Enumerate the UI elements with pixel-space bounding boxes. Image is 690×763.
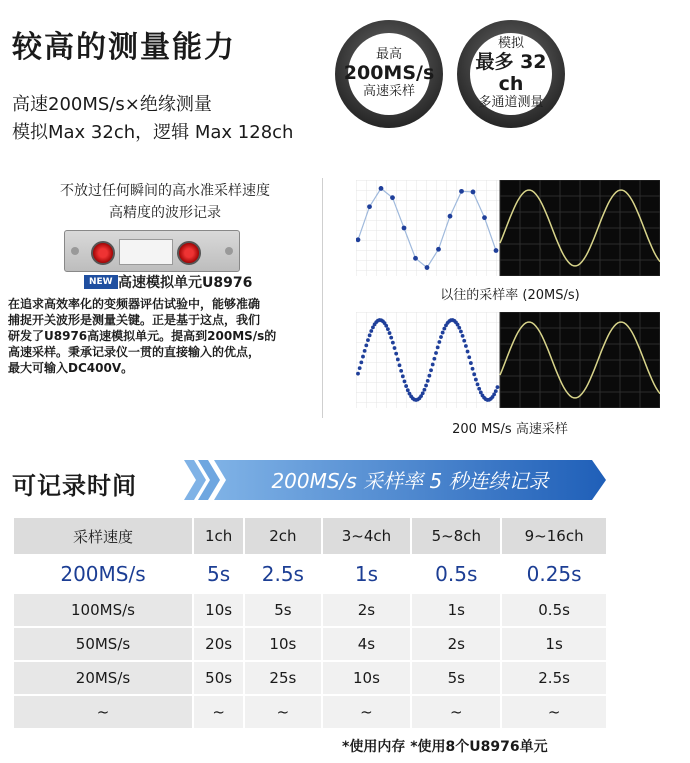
sample-dot [389, 336, 393, 340]
sample-dot [369, 329, 373, 333]
table-cell: 2.5s [501, 661, 606, 695]
table-cell: 0.5s [411, 555, 501, 593]
sample-dot [388, 331, 392, 335]
table-cell: 2.5s [244, 555, 321, 593]
table-header-cell: 9~16ch [501, 518, 606, 555]
sample-dot [494, 248, 499, 253]
sample-dot [361, 355, 365, 359]
grid-pattern [356, 312, 500, 408]
table-header-cell: 采样速度 [13, 518, 193, 555]
sample-dot [398, 363, 402, 367]
table-cell: 0.5s [501, 593, 606, 627]
sample-dot [401, 374, 405, 378]
sample-dot [457, 326, 461, 330]
sample-dot [466, 350, 470, 354]
description-line: 高速采样。秉承记录仪一贯的直接输入的优点， [8, 345, 261, 359]
sample-dot [432, 357, 436, 361]
badge-sampling-line1: 最高 [375, 47, 402, 63]
sample-dot [384, 324, 388, 328]
sample-dot [424, 384, 428, 388]
description-line: 研发了U8976高速模拟单元。提高到200MS/s的 [8, 329, 277, 343]
table-cell: 5s [411, 661, 501, 695]
sample-dot [403, 380, 407, 384]
badge-channels-line1: 模拟 [497, 36, 524, 52]
sample-dot [390, 195, 395, 200]
sample-dot [448, 214, 453, 219]
table-cell: ~ [501, 695, 606, 729]
table-header-cell: 1ch [193, 518, 244, 555]
sample-dot [358, 366, 362, 370]
sample-dot [396, 358, 400, 362]
table-cell: 100MS/s [13, 593, 193, 627]
sample-dot [393, 346, 397, 350]
sample-dot [399, 369, 403, 373]
sample-dot [431, 363, 435, 367]
sample-dot [363, 349, 367, 353]
table-cell: 20s [193, 627, 244, 661]
table-header-cell: 5~8ch [411, 518, 501, 555]
table-row [13, 661, 606, 695]
banner-text: 200MS/s 采样率 5 秒连续记录 [271, 469, 549, 493]
new-badge: NEW [84, 275, 118, 289]
table-cell: ~ [193, 695, 244, 729]
table-cell: 4s [322, 627, 412, 661]
sample-dot [356, 372, 360, 376]
badge-channels-line2: 最多 32 ch [475, 51, 547, 95]
sample-dot [402, 226, 407, 231]
input-terminal-icon [91, 241, 115, 265]
table-cell: 20MS/s [13, 661, 193, 695]
sample-dot [423, 388, 427, 392]
table-cell: 1s [411, 593, 501, 627]
table-cell: ~ [244, 695, 321, 729]
sample-dot [367, 204, 372, 209]
table-row [13, 593, 606, 627]
sample-dot [471, 367, 475, 371]
table-cell: 1s [501, 627, 606, 661]
table-cell: 10s [244, 627, 321, 661]
table-row-highlight [13, 555, 606, 593]
badge-channels-line3: 多通道测量 [478, 94, 544, 110]
table-cell: 50s [193, 661, 244, 695]
sample-dot [368, 333, 372, 337]
sample-dot [406, 388, 410, 392]
table-header-cell: 3~4ch [322, 518, 412, 555]
description-line: 最大可输入DC400V。 [8, 361, 134, 375]
sample-dot [476, 383, 480, 387]
table-cell: 200MS/s [13, 555, 193, 593]
badge-sampling-inner [343, 33, 435, 115]
module-label-plate [119, 239, 173, 265]
u8976-module-image [64, 230, 240, 272]
sample-dot [364, 343, 368, 347]
description-paragraph [8, 296, 312, 376]
screw-icon [71, 247, 79, 255]
table-cell: 10s [322, 661, 412, 695]
screw-icon [225, 247, 233, 255]
sample-dot [434, 351, 438, 355]
sample-dot [427, 374, 431, 378]
table-cell: 2s [322, 593, 412, 627]
input-terminal-icon [177, 241, 201, 265]
footnote: *使用内存 *使用8个U8976单元 [342, 739, 548, 755]
sample-dot [469, 361, 473, 365]
table-cell: 0.25s [501, 555, 606, 593]
divider [322, 178, 323, 418]
sample-dot [459, 330, 463, 334]
sample-dot [464, 344, 468, 348]
sample-dot [459, 189, 464, 194]
waveform-20ms-comparison [356, 180, 660, 276]
sample-dot [441, 331, 445, 335]
sample-dot [394, 352, 398, 356]
table-header-cell: 2ch [244, 518, 321, 555]
sample-dot [461, 334, 465, 338]
sample-dot [474, 378, 478, 382]
table-row [13, 627, 606, 661]
waveform-200ms-comparison [356, 312, 660, 408]
table-cell: 5s [193, 555, 244, 593]
sample-dot [462, 339, 466, 343]
sample-dot [379, 186, 384, 191]
badge-channels [457, 20, 565, 128]
sample-dot [492, 393, 496, 397]
description-line: 在追求高效率化的变频器评估试验中，能够准确 [8, 297, 261, 311]
section-title-recording: 可记录时间 [12, 472, 137, 500]
table-cell: 1s [322, 555, 412, 593]
sample-dot [437, 340, 441, 344]
sample-dot [413, 256, 418, 261]
badge-sampling [335, 20, 443, 128]
description-line: 捕捉开关波形是测量关键。正是基于这点，我们 [8, 313, 261, 327]
sample-dot [429, 368, 433, 372]
sample-dot [494, 389, 498, 393]
tagline-recording: 高精度的波形记录 [109, 205, 221, 221]
sample-dot [436, 345, 440, 349]
sample-dot [496, 385, 500, 389]
sample-dot [404, 384, 408, 388]
sample-dot [482, 215, 487, 220]
sample-dot [359, 360, 363, 364]
sample-dot [471, 190, 476, 195]
sample-dot [425, 265, 430, 270]
spec-line-channels: 模拟Max 32ch，逻辑 Max 128ch [12, 122, 294, 143]
sample-dot [467, 355, 471, 359]
sample-dot [366, 338, 370, 342]
tagline-sampling: 不放过任何瞬间的高水准采样速度 [60, 183, 270, 199]
sample-dot [436, 247, 441, 252]
badge-sampling-line3: 高速采样 [362, 83, 415, 99]
page-title: 较高的测量能力 [12, 30, 236, 65]
caption-old-rate: 以往的采样率 (20MS/s) [440, 288, 580, 303]
table-cell: 50MS/s [13, 627, 193, 661]
table-cell: ~ [13, 695, 193, 729]
table-row [13, 695, 606, 729]
sample-dot [426, 379, 430, 383]
table-cell: 25s [244, 661, 321, 695]
table-cell: 10s [193, 593, 244, 627]
sample-dot [421, 391, 425, 395]
sample-dot [477, 387, 481, 391]
recording-time-table [12, 518, 606, 730]
sample-dot [439, 335, 443, 339]
badge-sampling-line2: 200MS/s [343, 62, 435, 85]
table-cell: 5s [244, 593, 321, 627]
sample-dot [472, 372, 476, 376]
badge-channels-inner [470, 33, 552, 115]
table-cell: ~ [411, 695, 501, 729]
sample-dot [386, 327, 390, 331]
caption-new-rate: 200 MS/s 高速采样 [452, 422, 568, 437]
sample-dot [391, 341, 395, 345]
table-header-row [13, 518, 606, 555]
table-cell: ~ [322, 695, 412, 729]
sample-dot [442, 327, 446, 331]
recording-banner [184, 456, 608, 504]
spec-line-sampling: 高速200MS/s×绝缘测量 [12, 94, 212, 115]
product-name: 高速模拟单元U8976 [118, 275, 253, 291]
table-cell: 2s [411, 627, 501, 661]
